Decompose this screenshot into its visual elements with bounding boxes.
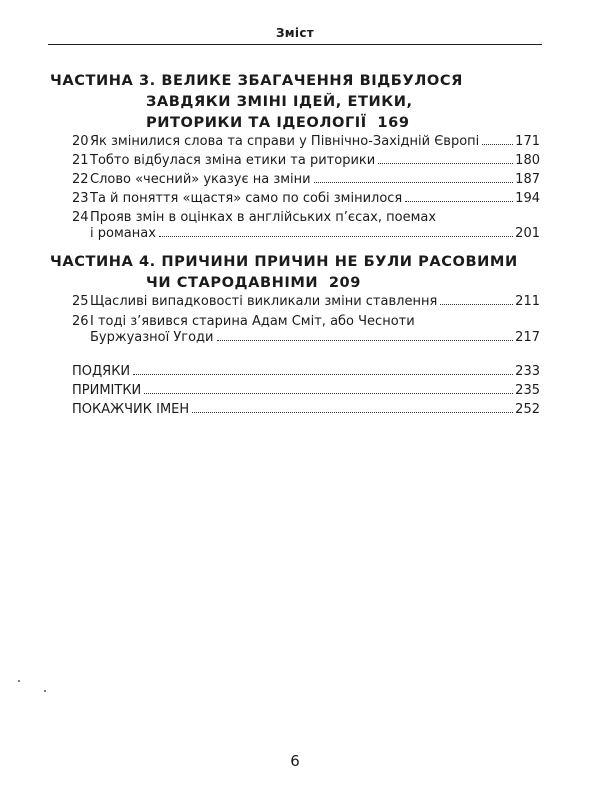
chapter-number: 25 bbox=[72, 294, 89, 309]
toc-part-4[interactable] bbox=[50, 251, 540, 293]
dot-leader bbox=[482, 144, 513, 145]
running-head: Зміст bbox=[275, 26, 314, 40]
chapter-title: Прояв змін в оцінках в англійських п’єсах, поемах bbox=[90, 210, 437, 225]
page-number: 6 bbox=[290, 752, 300, 770]
page-ref: 194 bbox=[515, 191, 540, 206]
toc-entry-notes[interactable] bbox=[72, 383, 540, 399]
toc-entry-25[interactable] bbox=[72, 294, 540, 310]
dot-leader bbox=[217, 340, 514, 341]
toc-entry-acknowledgements[interactable] bbox=[72, 364, 540, 380]
page-ref: 169 bbox=[377, 114, 410, 131]
dot-leader bbox=[159, 236, 513, 237]
dot-leader bbox=[192, 412, 513, 413]
dot-leader bbox=[405, 201, 513, 202]
chapter-title: І тоді з’явився старина Адам Сміт, або Чесноти bbox=[90, 314, 415, 329]
toc-entry-name-index[interactable] bbox=[72, 402, 540, 418]
chapter-title-cont: і романах bbox=[90, 226, 156, 241]
page-ref: 217 bbox=[515, 330, 540, 345]
toc-entry-24[interactable] bbox=[72, 210, 540, 242]
page-ref: 235 bbox=[515, 383, 540, 398]
part-title-line: ЧАСТИНА 4. ПРИЧИНИ ПРИЧИН НЕ БУЛИ РАСОВИМИ bbox=[50, 253, 518, 270]
dot-leader bbox=[314, 182, 514, 183]
page-ref: 180 bbox=[515, 153, 540, 168]
page-ref: 187 bbox=[515, 172, 540, 187]
chapter-number: 22 bbox=[72, 172, 89, 187]
back-matter-title: ПРИМІТКИ bbox=[72, 383, 142, 398]
toc-entry-23[interactable] bbox=[72, 191, 540, 207]
page-ref: 209 bbox=[328, 274, 361, 291]
back-matter-title: ПОКАЖЧИК ІМЕН bbox=[72, 402, 190, 417]
part-title-line: ЗАВДЯКИ ЗМІНІ ІДЕЙ, ЕТИКИ, bbox=[146, 93, 413, 110]
toc-entry-20[interactable] bbox=[72, 134, 540, 150]
chapter-title: Тобто відбулася зміна етики та риторики bbox=[90, 153, 376, 168]
chapter-number: 26 bbox=[72, 314, 89, 329]
toc-part-3[interactable] bbox=[50, 70, 540, 133]
dot-leader bbox=[440, 304, 513, 305]
page-ref: 211 bbox=[515, 294, 540, 309]
part-title-last-line bbox=[50, 272, 540, 293]
chapter-number: 23 bbox=[72, 191, 89, 206]
header-rule bbox=[48, 44, 542, 45]
chapter-title: Щасливі випадковості викликали зміни ставлення bbox=[90, 294, 438, 309]
page-ref: 201 bbox=[515, 226, 540, 241]
chapter-title-cont: Буржуазної Угоди bbox=[90, 330, 214, 345]
chapter-title: Та й поняття «щастя» само по собі змінилося bbox=[90, 191, 403, 206]
toc-entry-21[interactable] bbox=[72, 153, 540, 169]
page-ref: 171 bbox=[515, 134, 540, 149]
dot-leader bbox=[144, 393, 513, 394]
part-title-line: РИТОРИКИ ТА ІДЕОЛОГІЇ bbox=[146, 114, 367, 131]
chapter-title: Слово «чесний» указує на зміни bbox=[90, 172, 311, 187]
speck bbox=[44, 690, 46, 692]
page-ref: 252 bbox=[515, 402, 540, 417]
chapter-number: 20 bbox=[72, 134, 89, 149]
page-ref: 233 bbox=[515, 364, 540, 379]
chapter-number: 24 bbox=[72, 210, 89, 225]
back-matter-title: ПОДЯКИ bbox=[72, 364, 131, 379]
dot-leader bbox=[133, 374, 513, 375]
part-title-line: ЧИ СТАРОДАВНІМИ bbox=[146, 274, 319, 291]
part-title-last-line bbox=[50, 112, 540, 133]
toc-entry-22[interactable] bbox=[72, 172, 540, 188]
speck bbox=[18, 680, 20, 682]
chapter-title: Як змінилися слова та справи у Північно-Західній Європі bbox=[90, 134, 480, 149]
toc-entry-26[interactable] bbox=[72, 314, 540, 346]
dot-leader bbox=[378, 163, 513, 164]
part-title-line: ЧАСТИНА 3. ВЕЛИКЕ ЗБАГАЧЕННЯ ВІДБУЛОСЯ bbox=[50, 72, 463, 89]
chapter-number: 21 bbox=[72, 153, 89, 168]
